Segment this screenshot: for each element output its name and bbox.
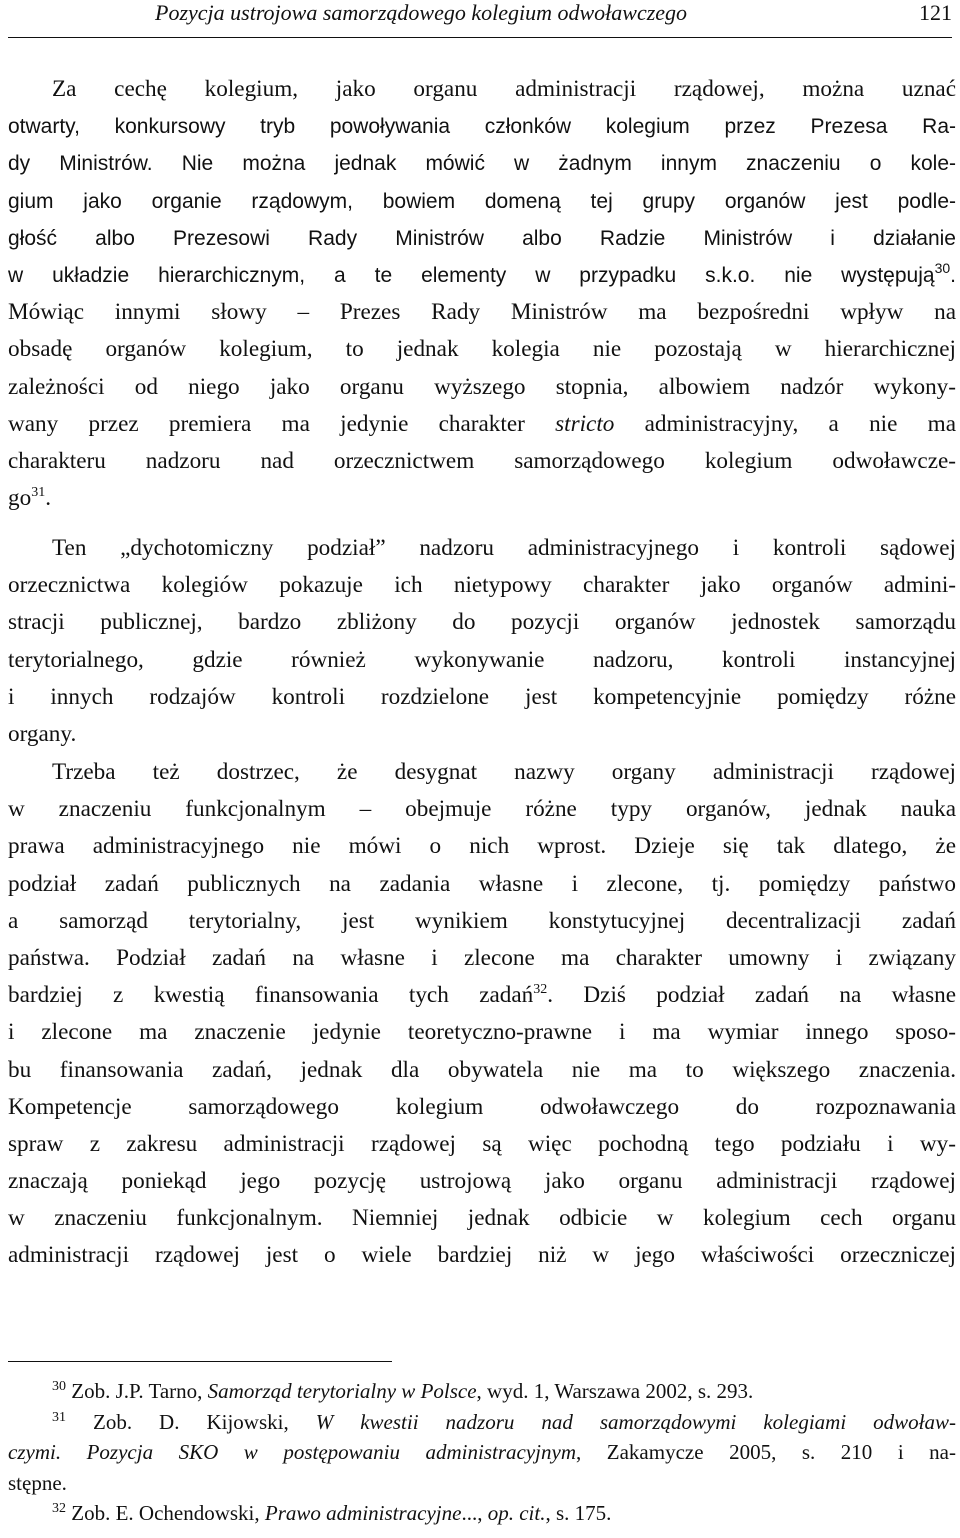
text-segment: , wyd. 1, Warszawa 2002, s. 293. xyxy=(476,1379,754,1403)
italic-term: stricto xyxy=(555,410,615,437)
text-line: Mówiąc innymi słowy – Prezes Rady Ministrów ma bezpośredni wpływ na xyxy=(8,299,956,326)
footnote-31-end: stępne. xyxy=(8,1470,67,1495)
italic-title: Prawo administracyjne xyxy=(264,1501,462,1525)
text-line: a samorząd terytorialny, jest wynikiem konstytucyjnej decentralizacji zadań xyxy=(8,907,956,934)
text-segment: Zob. D. Kijowski, xyxy=(66,1409,316,1434)
text-segment: . xyxy=(950,263,956,287)
text-line xyxy=(8,977,956,1014)
text-line: stracji publicznej, bardzo zbliżony do pozycji organów jednostek samorządu xyxy=(8,609,956,636)
text-line: państwa. Podział zadań na własne i zlecone ma charakter umowny i związany xyxy=(8,944,956,971)
footnote-number: 32 xyxy=(52,1501,66,1516)
text-line: obsadę organów kolegium, to jednak kolegia nie pozostają w hierarchicznej xyxy=(8,336,956,363)
text-line: zależności od niego jako organu wyższego stopnia, albowiem nadzór wykony- xyxy=(8,373,956,400)
text-line: administracji rządowej jest o wiele bardziej niż w jego właściwości orzeczniczej xyxy=(8,1242,956,1269)
footnotes xyxy=(8,1376,956,1529)
text-line: Kompetencje samorządowego kolegium odwoławczego do rozpoznawania xyxy=(8,1093,956,1120)
footnote-ref-31[interactable]: 31 xyxy=(31,485,46,501)
italic-abbrev: op. cit. xyxy=(487,1501,546,1525)
text-segment: Zob. J.P. Tarno, xyxy=(66,1379,208,1403)
text-line: podział zadań publicznych na zadania własne i zlecone, tj. pomiędzy państwo xyxy=(8,870,956,897)
footnote-number: 30 xyxy=(52,1379,66,1394)
text-segment: w układzie hierarchicznym, a te elementy w przypadku s.k.o. nie występują xyxy=(8,263,935,287)
text-line: terytorialnego, gdzie również wykonywanie nadzoru, kontroli instancyjnej xyxy=(8,646,956,673)
text-line: głość albo Prezesowi Rady Ministrów albo Radzie Ministrów i działanie xyxy=(8,226,956,250)
text-line: organy. xyxy=(8,720,77,747)
text-segment: , Zakamycze 2005, s. 210 i na- xyxy=(576,1440,956,1464)
footnote-30 xyxy=(8,1376,956,1407)
italic-title: W kwestii nadzoru nad samorządowymi kolegiami odwoław- xyxy=(315,1409,956,1434)
text-line: i innych rodzajów kontroli rozdzielone jest kompetencyjnie pomiędzy różne xyxy=(8,683,956,710)
italic-title: Samorząd terytorialny w Polsce xyxy=(207,1379,477,1403)
text-segment: go xyxy=(8,485,32,512)
text-line: w znaczeniu funkcjonalnym. Niemniej jednak odbicie w kolegium cech organu xyxy=(8,1205,956,1232)
text-line xyxy=(8,257,956,294)
text-line xyxy=(8,480,956,517)
text-segment: administracyjny, a nie ma xyxy=(614,410,956,437)
text-segment: bardziej z kwestią finansowania tych zadań xyxy=(8,982,534,1009)
text-line: prawa administracyjnego nie mówi o nich wprost. Dzieje się tak dlatego, że xyxy=(8,833,956,860)
running-header xyxy=(155,0,952,30)
text-line: w znaczeniu funkcjonalnym – obejmuje różne typy organów, jednak nauka xyxy=(8,796,956,823)
text-line xyxy=(8,406,956,443)
text-line: Ten „dychotomiczny podział” nadzoru administracyjnego i kontroli sądowej xyxy=(52,535,956,561)
paragraph-2 xyxy=(8,530,956,753)
text-line: charakteru nadzoru nad orzecznictwem samorządowego kolegium odwoławcze- xyxy=(8,447,956,474)
italic-title: czymi. Pozycja SKO w postępowaniu administracyjnym xyxy=(8,1440,576,1464)
text-line: gium jako organie rządowym, bowiem domeną tej grupy organów jest podle- xyxy=(8,189,956,213)
footnote-31-cont xyxy=(8,1437,956,1468)
paragraph-3 xyxy=(8,754,956,1275)
text-line: znaczają poniekąd jego pozycję ustrojową jako organu administracji rządowej xyxy=(8,1168,956,1195)
text-segment: wany przez premiera ma jedynie charakter xyxy=(8,410,556,437)
text-line: bu finansowania zadań, jednak dla obywatela nie ma to większego znaczenia. xyxy=(8,1056,956,1083)
footnote-number: 31 xyxy=(52,1409,66,1425)
text-line: Za cechę kolegium, jako organu administracji rządowej, można uznać xyxy=(52,76,956,102)
text-line: otwarty, konkursowy tryb powoływania członków kolegium przez Prezesa Ra- xyxy=(8,115,956,139)
text-segment: ..., xyxy=(461,1501,488,1525)
page-number: 121 xyxy=(919,0,952,25)
text-line: spraw z zakresu administracji rządowej są więc pochodną tego podziału i wy- xyxy=(8,1130,956,1157)
text-segment: . Dziś podział zadań na własne xyxy=(547,982,956,1009)
footnote-separator xyxy=(8,1361,392,1362)
text-line: i zlecone ma znaczenie jedynie teoretyczno-prawne i ma wymiar innego sposo- xyxy=(8,1019,956,1046)
footnote-32 xyxy=(8,1498,956,1529)
header-title: Pozycja ustrojowa samorządowego kolegium odwoławczego xyxy=(155,0,688,25)
header-rule xyxy=(8,37,952,38)
text-segment: , s. 175. xyxy=(545,1501,612,1525)
footnote-31 xyxy=(8,1407,956,1438)
footnote-ref-32[interactable]: 32 xyxy=(533,982,548,998)
footnote-ref-30[interactable]: 30 xyxy=(934,259,951,276)
text-line: dy Ministrów. Nie można jednak mówić w żadnym innym znaczeniu o kole- xyxy=(8,152,956,176)
text-line: orzecznictwa kolegiów pokazuje ich nietypowy charakter jako organów admini- xyxy=(8,572,956,599)
text-line: Trzeba też dostrzec, że desygnat nazwy organy administracji rządowej xyxy=(52,759,956,785)
text-segment: Zob. E. Ochendowski, xyxy=(66,1501,265,1525)
text-segment: . xyxy=(45,485,51,512)
paragraph-1 xyxy=(8,71,956,517)
